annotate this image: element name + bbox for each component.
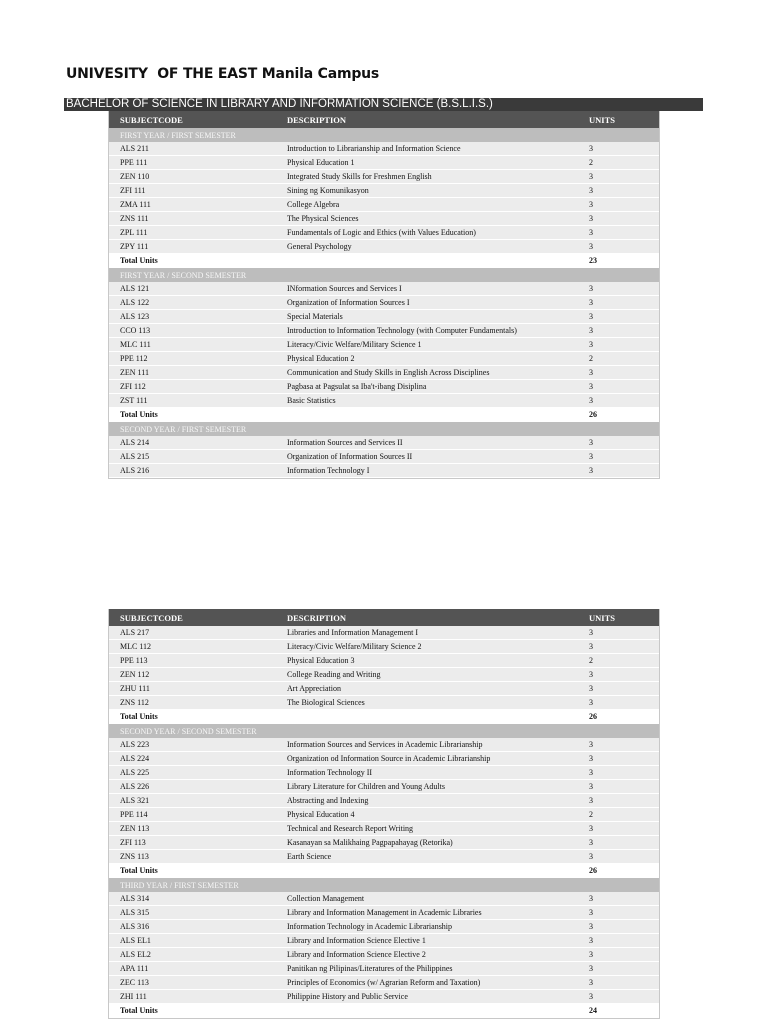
table-row (109, 156, 659, 170)
subject-units: 3 (589, 754, 593, 763)
subject-code: ALS 226 (120, 782, 150, 791)
subject-description: Introduction to Librarianship and Information Science (287, 144, 461, 153)
table-row (109, 296, 659, 310)
table-row (109, 822, 659, 836)
table-row (109, 212, 659, 226)
subject-units: 3 (589, 214, 593, 223)
total-units-value: 26 (589, 866, 597, 875)
subject-description: Library Literature for Children and Young Adults (287, 782, 445, 791)
subject-units: 3 (589, 950, 593, 959)
subject-description: Communication and Study Skills in English Across Disciplines (287, 368, 490, 377)
subject-code: ALS 215 (120, 452, 150, 461)
header-description: DESCRIPTION (287, 114, 347, 125)
subject-description: Literacy/Civic Welfare/Military Science 1 (287, 340, 422, 349)
subject-units: 2 (589, 158, 593, 167)
table-row (109, 990, 659, 1004)
subject-units: 3 (589, 936, 593, 945)
subject-description: Organization of Information Sources I (287, 298, 410, 307)
subject-description: Physical Education 4 (287, 810, 355, 819)
semester-header (109, 422, 659, 436)
subject-code: PPE 112 (120, 354, 148, 363)
subject-units: 2 (589, 810, 593, 819)
semester-title: SECOND YEAR / SECOND SEMESTER (120, 726, 257, 736)
table-row (109, 436, 659, 450)
subject-code: ALS EL2 (120, 950, 151, 959)
subject-description: Collection Management (287, 894, 365, 903)
subject-description: INformation Sources and Services I (287, 284, 402, 293)
subject-description: Philippine History and Public Service (287, 992, 408, 1001)
table-row (109, 170, 659, 184)
subject-units: 3 (589, 172, 593, 181)
subject-code: ZEN 112 (120, 670, 150, 679)
table-row (109, 766, 659, 780)
table-row (109, 906, 659, 920)
subject-description: Introduction to Information Technology (with Computer Fundamentals) (287, 326, 517, 335)
total-units-row (109, 254, 659, 268)
subject-description: Libraries and Information Management I (287, 628, 419, 637)
subject-code: ALS EL1 (120, 936, 151, 945)
subject-code: ALS 211 (120, 144, 149, 153)
subject-description: Art Appreciation (287, 684, 341, 693)
subject-units: 3 (589, 200, 593, 209)
subject-description: Technical and Research Report Writing (287, 824, 414, 833)
subject-units: 3 (589, 628, 593, 637)
header-description: DESCRIPTION (287, 612, 347, 623)
subject-units: 3 (589, 964, 593, 973)
subject-code: ZNS 112 (120, 698, 149, 707)
total-units-label: Total Units (120, 410, 158, 419)
subject-description: Physical Education 3 (287, 656, 355, 665)
table-row (109, 668, 659, 682)
subject-description: Physical Education 1 (287, 158, 355, 167)
subject-code: ZHI 111 (120, 992, 147, 1001)
table-row (109, 850, 659, 864)
table-row (109, 976, 659, 990)
subject-code: CCO 113 (120, 326, 151, 335)
semester-header (109, 724, 659, 738)
subject-code: ALS 216 (120, 466, 150, 475)
subject-code: ALS 314 (120, 894, 150, 903)
subject-code: ALS 122 (120, 298, 150, 307)
semester-title: FIRST YEAR / FIRST SEMESTER (120, 130, 236, 140)
semester-header (109, 268, 659, 282)
total-units-row (109, 408, 659, 422)
semester-title: THIRD YEAR / FIRST SEMESTER (120, 880, 239, 890)
semester-title: FIRST YEAR / SECOND SEMESTER (120, 270, 247, 280)
subject-code: ALS 214 (120, 438, 150, 447)
total-units-value: 26 (589, 410, 597, 419)
subject-description: Sining ng Komunikasyon (287, 186, 369, 195)
table-header (109, 609, 659, 626)
total-units-label: Total Units (120, 866, 158, 875)
subject-code: ZEN 113 (120, 824, 150, 833)
table-row (109, 366, 659, 380)
total-units-row (109, 864, 659, 878)
subject-description: The Biological Sciences (287, 698, 365, 707)
semester-header (109, 878, 659, 892)
table-row (109, 626, 659, 640)
subject-code: APA 111 (120, 964, 149, 973)
table-row (109, 338, 659, 352)
subject-description: Earth Science (287, 852, 332, 861)
subject-units: 3 (589, 894, 593, 903)
subject-description: Special Materials (287, 312, 343, 321)
subject-units: 3 (589, 992, 593, 1001)
header-subjectcode: SUBJECTCODE (120, 114, 183, 125)
subject-code: PPE 114 (120, 810, 148, 819)
table-row (109, 184, 659, 198)
subject-units: 3 (589, 186, 593, 195)
subject-description: Integrated Study Skills for Freshmen English (287, 172, 432, 181)
subject-description: Library and Information Science Elective 2 (287, 950, 426, 959)
total-units-value: 24 (589, 1006, 597, 1015)
subject-units: 3 (589, 768, 593, 777)
subject-code: ZFI 113 (120, 838, 146, 847)
table-row (109, 654, 659, 668)
table-row (109, 808, 659, 822)
subject-code: ZFI 112 (120, 382, 146, 391)
table-row (109, 352, 659, 366)
subject-code: ALS 121 (120, 284, 150, 293)
table-row (109, 198, 659, 212)
subject-units: 3 (589, 144, 593, 153)
curriculum-table-1 (108, 111, 660, 479)
subject-code: ALS 316 (120, 922, 150, 931)
semester-title: SECOND YEAR / FIRST SEMESTER (120, 424, 247, 434)
table-row (109, 394, 659, 408)
subject-code: PPE 113 (120, 656, 148, 665)
subject-units: 3 (589, 978, 593, 987)
subject-description: Information Technology in Academic Librarianship (287, 922, 453, 931)
header-units: UNITS (589, 612, 615, 623)
subject-code: ZNS 113 (120, 852, 149, 861)
subject-description: Abstracting and Indexing (287, 796, 369, 805)
subject-description: Literacy/Civic Welfare/Military Science 2 (287, 642, 422, 651)
subject-code: PPE 111 (120, 158, 148, 167)
subject-description: The Physical Sciences (287, 214, 359, 223)
table-row (109, 892, 659, 906)
table-row (109, 752, 659, 766)
subject-description: Organization of Information Sources II (287, 452, 413, 461)
table-row (109, 282, 659, 296)
subject-units: 3 (589, 740, 593, 749)
subject-code: ZHU 111 (120, 684, 150, 693)
subject-code: ZPL 111 (120, 228, 148, 237)
subject-description: Pagbasa at Pagsulat sa Iba't-ibang Disiplina (287, 382, 427, 391)
subject-units: 3 (589, 670, 593, 679)
subject-description: Panitikan ng Pilipinas/Literatures of the Philippines (287, 964, 453, 973)
subject-code: ALS 217 (120, 628, 150, 637)
subject-description: Library and Information Science Elective 1 (287, 936, 426, 945)
table-row (109, 380, 659, 394)
subject-units: 3 (589, 396, 593, 405)
subject-units: 2 (589, 354, 593, 363)
subject-description: General Psychology (287, 242, 352, 251)
curriculum-table-2 (108, 609, 660, 1019)
subject-units: 3 (589, 242, 593, 251)
total-units-label: Total Units (120, 1006, 158, 1015)
subject-units: 3 (589, 824, 593, 833)
table-row (109, 738, 659, 752)
subject-description: Information Sources and Services in Academic Librarianship (287, 740, 483, 749)
subject-description: Fundamentals of Logic and Ethics (with Values Education) (287, 228, 476, 237)
subject-units: 3 (589, 368, 593, 377)
table-row (109, 962, 659, 976)
subject-code: ZEN 111 (120, 368, 149, 377)
subject-description: Library and Information Management in Academic Libraries (287, 908, 482, 917)
subject-units: 3 (589, 796, 593, 805)
table-row (109, 794, 659, 808)
table-row (109, 142, 659, 156)
table-row (109, 226, 659, 240)
subject-description: Organization od Information Source in Academic Librarianship (287, 754, 491, 763)
total-units-label: Total Units (120, 712, 158, 721)
subject-code: ZEC 113 (120, 978, 149, 987)
subject-units: 3 (589, 382, 593, 391)
subject-code: ALS 321 (120, 796, 150, 805)
subject-units: 3 (589, 452, 593, 461)
program-title-bar: BACHELOR OF SCIENCE IN LIBRARY AND INFORMATION SCIENCE (B.S.L.I.S.) (64, 98, 703, 111)
subject-units: 3 (589, 438, 593, 447)
subject-code: MLC 111 (120, 340, 151, 349)
subject-units: 3 (589, 698, 593, 707)
subject-units: 3 (589, 642, 593, 651)
header-subjectcode: SUBJECTCODE (120, 612, 183, 623)
subject-description: College Reading and Writing (287, 670, 381, 679)
table-row (109, 640, 659, 654)
total-units-value: 26 (589, 712, 597, 721)
subject-units: 3 (589, 284, 593, 293)
subject-code: ZPY 111 (120, 242, 149, 251)
table-header (109, 111, 659, 128)
subject-description: Information Technology I (287, 466, 370, 475)
subject-units: 3 (589, 684, 593, 693)
subject-units: 3 (589, 922, 593, 931)
subject-units: 3 (589, 340, 593, 349)
table-row (109, 934, 659, 948)
subject-description: Principles of Economics (w/ Agrarian Reform and Taxation) (287, 978, 481, 987)
subject-code: ALS 224 (120, 754, 150, 763)
subject-code: ZNS 111 (120, 214, 149, 223)
subject-units: 3 (589, 782, 593, 791)
subject-units: 2 (589, 656, 593, 665)
table-row (109, 780, 659, 794)
table-row (109, 240, 659, 254)
subject-units: 3 (589, 852, 593, 861)
subject-description: Information Sources and Services II (287, 438, 403, 447)
subject-description: Basic Statistics (287, 396, 336, 405)
subject-units: 3 (589, 466, 593, 475)
table-row (109, 310, 659, 324)
university-title: UNIVESITY OF THE EAST Manila Campus (66, 66, 380, 82)
subject-description: College Algebra (287, 200, 340, 209)
table-row (109, 920, 659, 934)
subject-description: Kasanayan sa Malikhaing Pagpapahayag (Retorika) (287, 838, 453, 847)
table-row (109, 324, 659, 338)
subject-units: 3 (589, 326, 593, 335)
subject-code: ALS 123 (120, 312, 150, 321)
subject-code: ALS 315 (120, 908, 150, 917)
header-units: UNITS (589, 114, 615, 125)
total-units-label: Total Units (120, 256, 158, 265)
subject-description: Information Technology II (287, 768, 373, 777)
total-units-row (109, 1004, 659, 1018)
subject-code: ZEN 110 (120, 172, 150, 181)
subject-units: 3 (589, 312, 593, 321)
subject-code: ZMA 111 (120, 200, 151, 209)
table-row (109, 696, 659, 710)
total-units-value: 23 (589, 256, 597, 265)
table-row (109, 464, 659, 478)
subject-code: ALS 223 (120, 740, 150, 749)
table-row (109, 450, 659, 464)
subject-code: ALS 225 (120, 768, 150, 777)
subject-units: 3 (589, 228, 593, 237)
semester-header (109, 128, 659, 142)
table-row (109, 682, 659, 696)
total-units-row (109, 710, 659, 724)
subject-code: MLC 112 (120, 642, 152, 651)
subject-units: 3 (589, 838, 593, 847)
table-row (109, 836, 659, 850)
table-row (109, 948, 659, 962)
subject-code: ZST 111 (120, 396, 148, 405)
subject-units: 3 (589, 298, 593, 307)
subject-units: 3 (589, 908, 593, 917)
subject-code: ZFI 111 (120, 186, 146, 195)
subject-description: Physical Education 2 (287, 354, 355, 363)
